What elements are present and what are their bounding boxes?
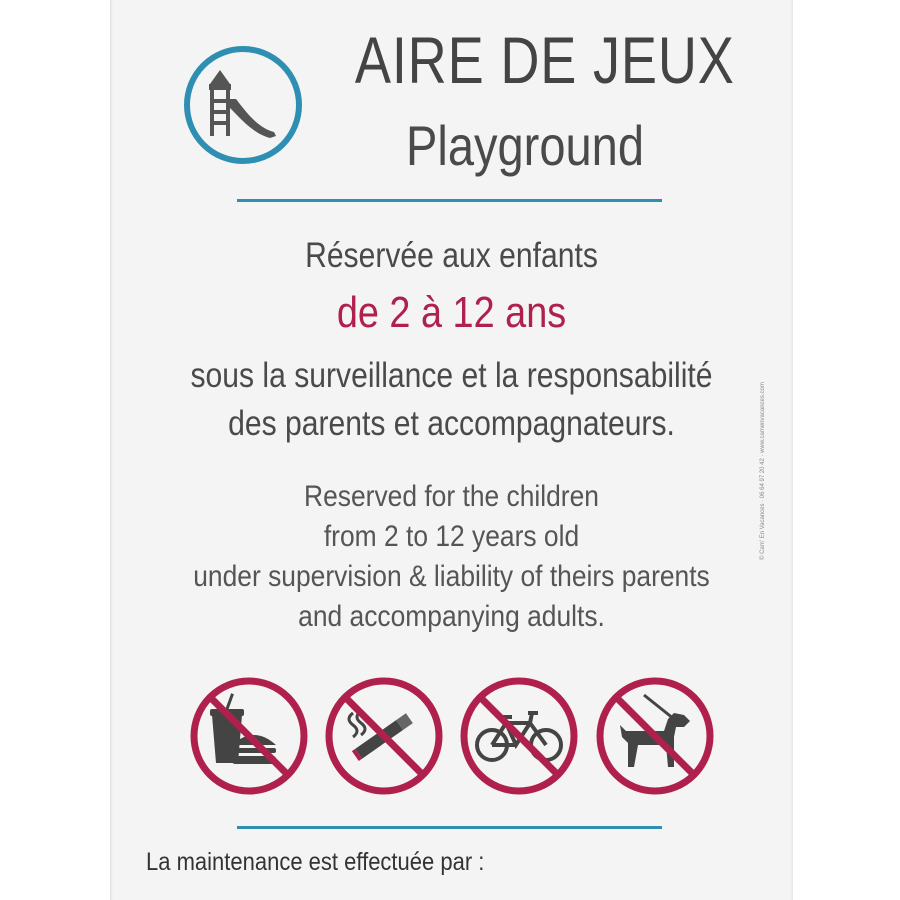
english-age-range: from 2 to 12 years old: [323, 520, 580, 553]
french-line-1: Réservée aux enfants: [305, 236, 598, 275]
maintenance-label: La maintenance est effectuée par :: [146, 848, 485, 876]
page-title: AIRE DE JEUX: [354, 23, 735, 97]
page-subtitle: Playground: [406, 114, 644, 177]
french-age-range: de 2 à 12 ans: [336, 288, 567, 337]
french-line-3: sous la surveillance et la responsabilité: [190, 356, 713, 395]
english-line-1: Reserved for the children: [304, 480, 599, 513]
english-line-3: under supervision & liability of theirs parents: [193, 560, 710, 593]
english-line-4: and accompanying adults.: [298, 600, 605, 633]
bottom-divider: [237, 826, 662, 829]
slide-icon: [180, 42, 306, 168]
sign-edge-right: [790, 0, 793, 900]
side-credit: © Cam' En Vacances · 06 64 97 20 42 · www.camenvacances.com: [760, 382, 766, 560]
no-food-icon: [188, 675, 310, 797]
no-smoking-icon: [323, 675, 445, 797]
french-line-4: des parents et accompagnateurs.: [228, 404, 675, 443]
no-bicycle-icon: [458, 675, 580, 797]
no-dog-icon: [594, 675, 716, 797]
top-divider: [237, 199, 662, 202]
